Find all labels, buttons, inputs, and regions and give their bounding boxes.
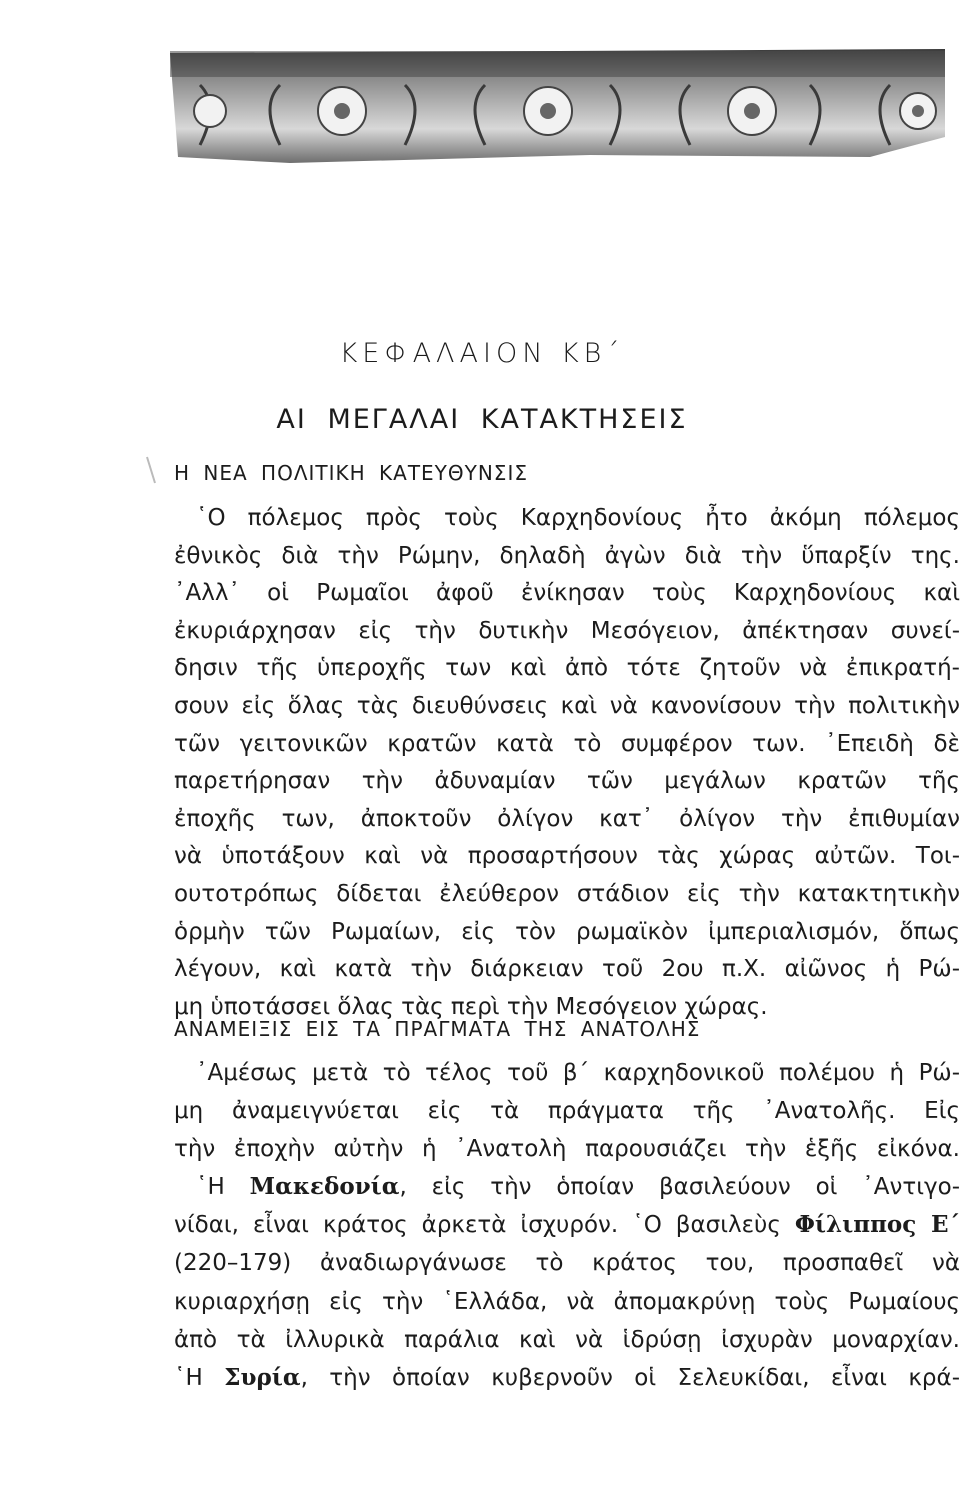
text-line: τὴν ἐποχὴν αὐτὴν ἡ ᾿Ανατολὴ παρουσιάζει τὴν ἑξῆς εἰκόνα. [174, 1136, 960, 1163]
text-line: μη ἀναμειγνύεται εἰς τὰ πράγματα τῆς ᾿Ανατολῆς. Εἰς [174, 1098, 960, 1125]
section-heading: Η ΝΕΑ ΠΟΛΙΤΙΚΗ ΚΑΤΕΥΘΥΝΣΙΣ [174, 461, 528, 485]
text-line: νὰ ὑποτάξουν καὶ νὰ προσαρτήσουν τὰς χώρας αὐτῶν. Τοι- [174, 843, 960, 870]
text-line: κυριαρχήσῃ εἰς τὴν ῾Ελλάδα, νὰ ἀπομακρύνῃ τοὺς Ρωμαίους [174, 1288, 960, 1315]
ornamental-frieze-image [170, 45, 945, 165]
margin-pencil-mark [144, 455, 158, 485]
text-line: τῶν γειτονικῶν κρατῶν κατὰ τὸ συμφέρον των. ᾿Επειδὴ δὲ [174, 730, 960, 757]
chapter-title: ΑΙ ΜΕΓΑΛΑΙ ΚΑΤΑΚΤΗΣΕΙΣ [276, 404, 688, 435]
text-line: ῾Ο πόλεμος πρὸς τοὺς Καρχηδονίους ἦτο ἀκόμη πόλεμος [196, 505, 960, 531]
paragraph [174, 500, 960, 1026]
text-line: νίδαι, εἶναι κράτος ἀρκετὰ ἰσχυρόν. ῾Ο βασιλεὺς Φίλιππος Ε΄ [174, 1211, 960, 1239]
text-line: λέγουν, καὶ κατὰ τὴν διάρκειαν τοῦ 2ου π.Χ. αἰῶνος ἡ Ρώ- [174, 956, 960, 983]
text-line: (220–179) ἀναδιωργάνωσε τὸ κράτος του, προσπαθεῖ νὰ [174, 1250, 960, 1277]
bold-term: Συρία [224, 1363, 301, 1391]
bold-term: Μακεδονία [249, 1173, 400, 1201]
text-line: ῾Η Συρία, τὴν ὁποίαν κυβερνοῦν οἱ Σελευκίδαι, εἶναι κρά- [174, 1363, 960, 1391]
text-line: σουν εἰς ὅλας τὰς διευθύνσεις καὶ νὰ κανονίσουν τὴν πολιτικὴν [174, 692, 960, 719]
section-heading: ΑΝΑΜΕΙΞΙΣ ΕΙΣ ΤΑ ΠΡΑΓΜΑΤΑ ΤΗΣ ΑΝΑΤΟΛΗΣ [174, 1017, 701, 1041]
text-line: ἐποχῆς των, ἀποκτοῦν ὀλίγον κατ᾿ ὀλίγον τὴν ἐπιθυμίαν [174, 805, 960, 832]
text-line: ἀπὸ τὰ ἰλλυρικὰ παράλια καὶ νὰ ἱδρύσῃ ἰσχυρὰν μοναρχίαν. [174, 1326, 960, 1353]
text-line: ὁρμὴν τῶν Ρωμαίων, εἰς τὸν ρωμαϊκὸν ἰμπεριαλισμόν, ὅπως [174, 918, 960, 945]
chapter-number: ΚΕΦΑΛΑΙΟΝ ΚΒ΄ [339, 338, 625, 369]
text-line: ἐθνικὸς διὰ τὴν Ρώμην, δηλαδὴ ἀγὼν διὰ τὴν ὕπαρξίν της. [174, 542, 960, 569]
text-line: ῾Η Μακεδονία, εἰς τὴν ὁποίαν βασιλεύουν οἱ ᾿Αντιγο- [196, 1173, 961, 1201]
text-line: παρετήρησαν τὴν ἀδυναμίαν τῶν μεγάλων κρατῶν τῆς [174, 768, 960, 795]
paragraph [174, 1054, 960, 1397]
text-line: μη ὑποτάσσει ὅλας τὰς περὶ τὴν Μεσόγειον χώρας. [174, 993, 768, 1020]
text-line: ουτοτρόπως δίδεται ἐλεύθερον στάδιον εἰς τὴν κατακτητικὴν [174, 880, 960, 907]
text-line: ᾿Αμέσως μετὰ τὸ τέλος τοῦ β΄ καρχηδονικοῦ πολέμου ἡ Ρώ- [196, 1060, 960, 1086]
text-line: ἐκυριάρχησαν εἰς τὴν δυτικὴν Μεσόγειον, ἀπέκτησαν συνεί- [174, 617, 960, 644]
bold-term: Φίλιππος Ε΄ [794, 1211, 960, 1239]
text-line: δησιν τῆς ὑπεροχῆς των καὶ ἀπὸ τότε ζητοῦν νὰ ἐπικρατή- [174, 655, 960, 682]
text-line: ᾿Αλλ᾿ οἱ Ρωμαῖοι ἀφοῦ ἐνίκησαν τοὺς Καρχηδονίους καὶ [174, 580, 960, 607]
